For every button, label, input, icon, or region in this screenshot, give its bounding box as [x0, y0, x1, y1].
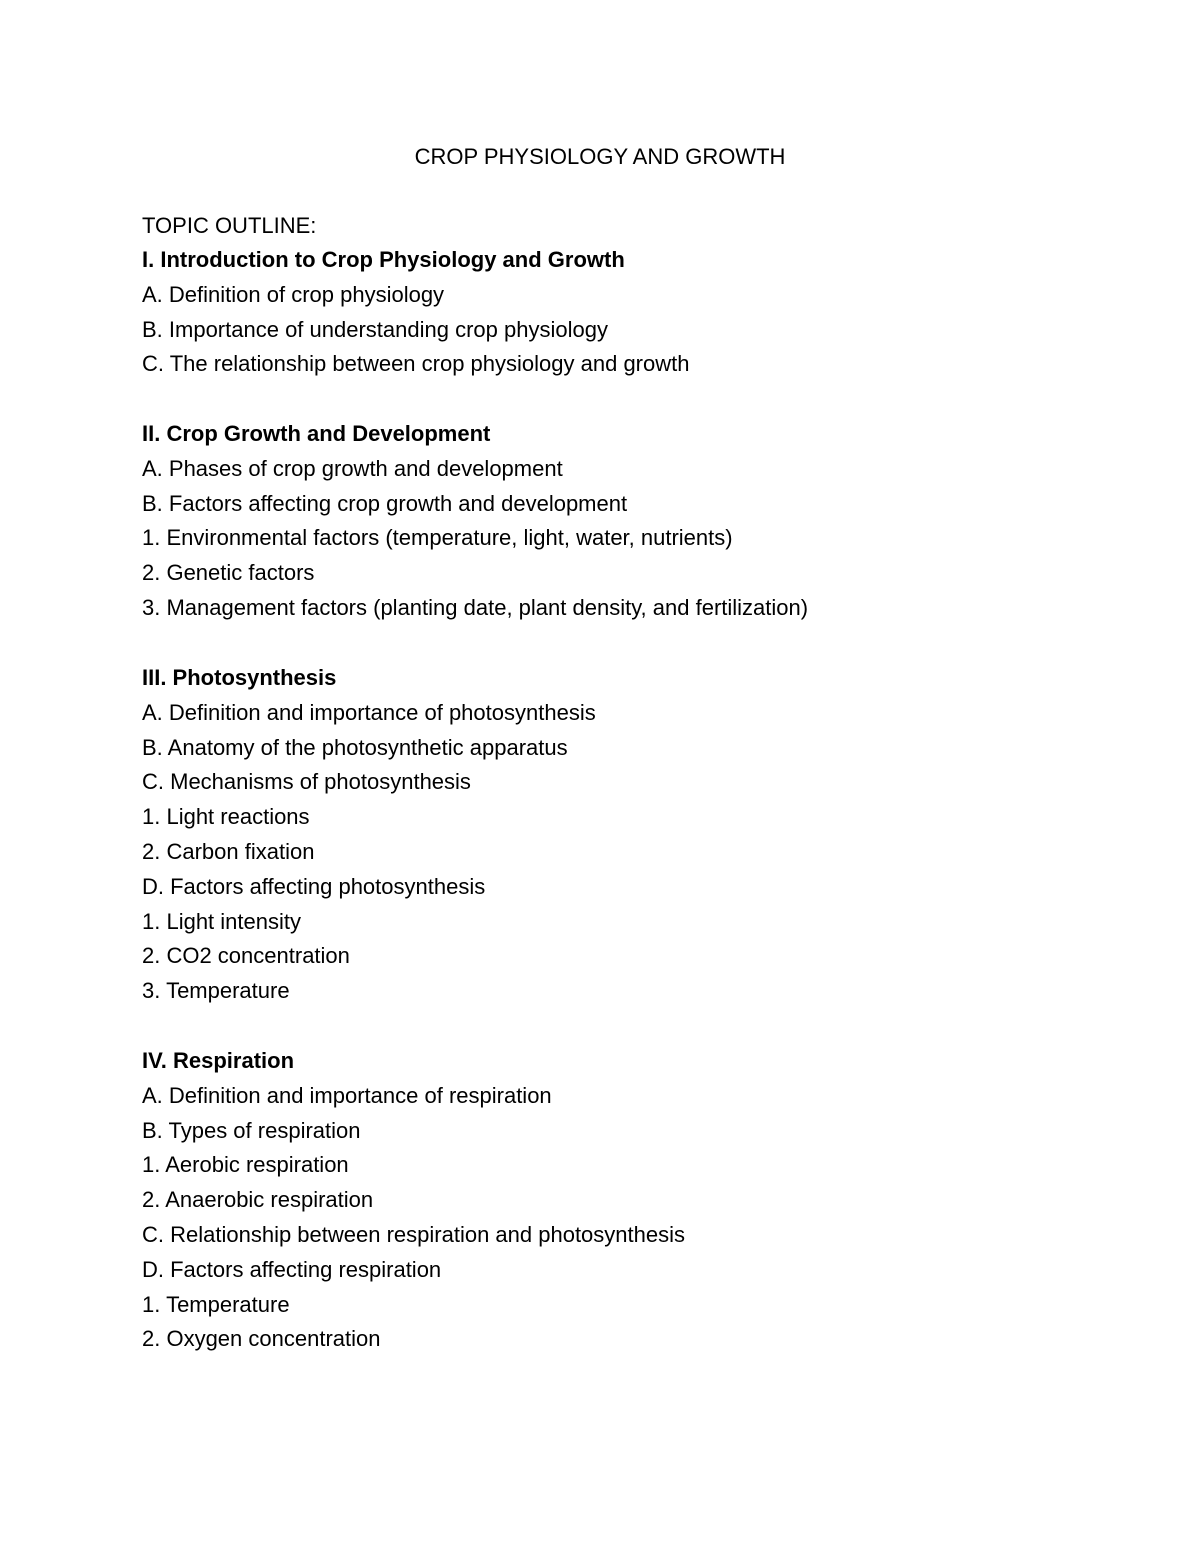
topic-outline-label: TOPIC OUTLINE:: [142, 213, 317, 238]
outline-section-growth-development: [142, 417, 1142, 626]
outline-item: A. Phases of crop growth and development: [142, 455, 563, 481]
outline-item: C. Relationship between respiration and photosynthesis: [142, 1221, 685, 1247]
outline-item: 3. Temperature: [142, 978, 290, 1004]
section-heading: III. Photosynthesis: [142, 665, 337, 690]
document-title: CROP PHYSIOLOGY AND GROWTH: [414, 144, 786, 169]
outline-section-photosynthesis: [142, 661, 1142, 1009]
outline-item: 1. Environmental factors (temperature, light, water, nutrients): [142, 525, 733, 551]
section-heading: I. Introduction to Crop Physiology and Growth: [142, 247, 625, 272]
outline-item: 1. Light intensity: [142, 908, 301, 934]
outline-item: A. Definition and importance of photosynthesis: [142, 699, 596, 725]
outline-item: 2. Carbon fixation: [142, 838, 315, 864]
outline-item: B. Anatomy of the photosynthetic apparatus: [142, 734, 568, 760]
outline-item: D. Factors affecting photosynthesis: [142, 873, 486, 899]
outline-section-respiration: [142, 1044, 1142, 1357]
outline-item: 2. CO2 concentration: [142, 943, 350, 969]
section-heading: II. Crop Growth and Development: [142, 421, 491, 446]
outline-item: D. Factors affecting respiration: [142, 1256, 442, 1282]
outline-item: B. Types of respiration: [142, 1117, 361, 1143]
outline-item: B. Factors affecting crop growth and development: [142, 490, 628, 516]
outline-item: 2. Anaerobic respiration: [142, 1187, 374, 1213]
outline-item: C. Mechanisms of photosynthesis: [142, 769, 471, 795]
outline-item: 2. Oxygen concentration: [142, 1326, 381, 1352]
outline-item: 1. Light reactions: [142, 804, 310, 830]
outline-item: 2. Genetic factors: [142, 560, 315, 586]
outline-item: 1. Temperature: [142, 1291, 290, 1317]
outline-item: A. Definition of crop physiology: [142, 281, 445, 307]
outline-section-introduction: [142, 243, 1142, 382]
outline-item: B. Importance of understanding crop physiology: [142, 316, 608, 342]
outline-item: 3. Management factors (planting date, plant density, and fertilization): [142, 594, 809, 620]
outline-item: C. The relationship between crop physiology and growth: [142, 351, 690, 377]
outline-item: 1. Aerobic respiration: [142, 1152, 349, 1178]
outline-item: A. Definition and importance of respiration: [142, 1082, 552, 1108]
section-heading: IV. Respiration: [142, 1048, 295, 1073]
